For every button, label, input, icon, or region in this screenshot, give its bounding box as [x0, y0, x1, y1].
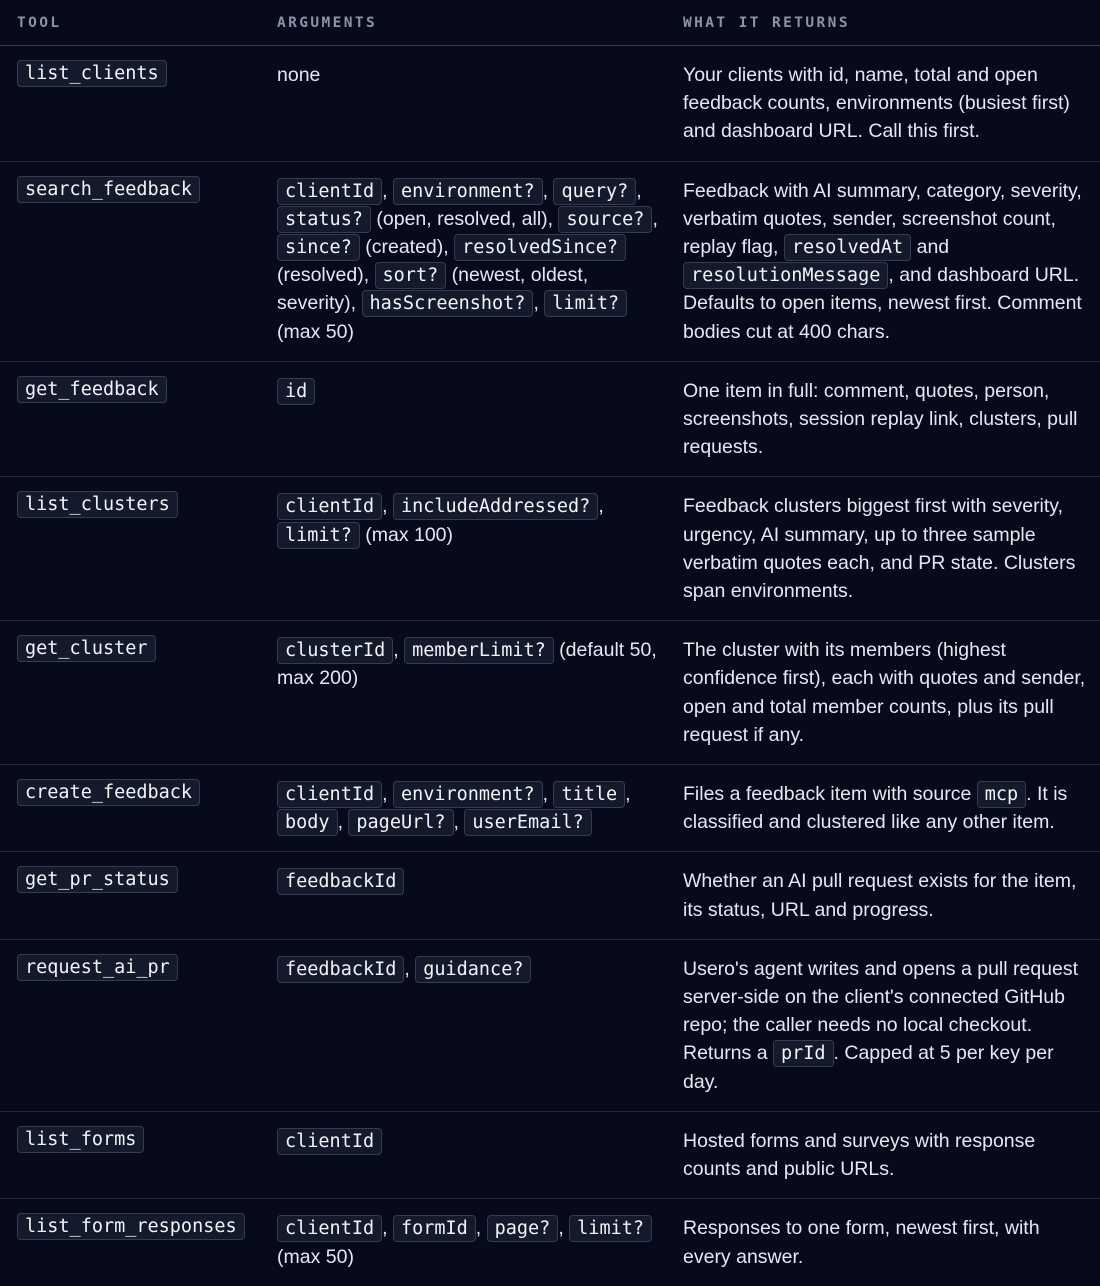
returns-text: . It is classified and clustered like any other item. [683, 783, 1068, 834]
returns-cell [666, 1111, 1100, 1198]
argument-code: clientId [277, 1215, 382, 1242]
argument-text: (newest, oldest, severity), [277, 264, 589, 315]
table-row [0, 621, 1100, 765]
tool-name: request_ai_pr [17, 954, 178, 981]
argument-text: , [382, 179, 393, 202]
arguments-cell [260, 1111, 666, 1198]
returns-code: resolvedAt [784, 234, 911, 261]
argument-text: , [636, 179, 642, 202]
argument-text: (resolved), [277, 264, 375, 287]
argument-code: clientId [277, 781, 382, 808]
argument-text: , [393, 639, 405, 662]
argument-code: query? [553, 178, 636, 205]
argument-code: environment? [393, 178, 543, 205]
tool-cell [0, 1111, 260, 1198]
argument-code: title [553, 781, 625, 808]
arguments-cell [260, 1199, 666, 1286]
returns-text: Usero's agent writes and opens a pull request server-side on the client's connected GitHub repo; the caller needs no local checkout. Returns a [683, 957, 1079, 1065]
tool-cell [0, 939, 260, 1111]
argument-text: (max 50) [277, 1245, 354, 1268]
table-row [0, 361, 1100, 477]
tool-cell [0, 46, 260, 162]
returns-text: One item in full: comment, quotes, person, screenshots, session replay link, clusters, pull requests. [683, 379, 1078, 459]
argument-text: , [382, 495, 393, 518]
returns-cell [666, 477, 1100, 621]
returns-code: mcp [977, 781, 1026, 808]
argument-code: sort? [375, 262, 447, 289]
header-arguments: ARGUMENTS [260, 0, 666, 46]
table-row [0, 477, 1100, 621]
header-tool: TOOL [0, 0, 260, 46]
arguments-cell [260, 765, 666, 852]
argument-text: , [542, 783, 554, 806]
arguments-cell [260, 46, 666, 162]
argument-code: clientId [277, 178, 382, 205]
argument-code: guidance? [415, 956, 531, 983]
argument-code: feedbackId [277, 868, 404, 895]
returns-cell [666, 621, 1100, 765]
tool-cell [0, 161, 260, 361]
argument-code: page? [487, 1215, 559, 1242]
tool-name: list_forms [17, 1126, 144, 1153]
argument-code: pageUrl? [348, 809, 453, 836]
argument-code: userEmail? [464, 809, 591, 836]
argument-text: (max 50) [277, 320, 354, 343]
returns-cell [666, 765, 1100, 852]
argument-text: (max 100) [359, 523, 454, 546]
argument-text: , [533, 292, 545, 315]
returns-cell [666, 1199, 1100, 1286]
returns-text: Feedback with AI summary, category, severity, verbatim quotes, sender, screenshot count, replay flag, [683, 179, 1082, 259]
argument-text: , [453, 811, 465, 834]
argument-code: includeAddressed? [393, 493, 598, 520]
argument-code: since? [277, 234, 360, 261]
header-returns: WHAT IT RETURNS [666, 0, 1100, 46]
argument-code: body [277, 809, 338, 836]
tool-cell [0, 1199, 260, 1286]
argument-text: , [382, 783, 393, 806]
tool-name: get_cluster [17, 635, 156, 662]
argument-code: memberLimit? [404, 637, 554, 664]
argument-text: , [382, 1217, 393, 1240]
tool-name: create_feedback [17, 779, 200, 806]
argument-code: source? [558, 206, 652, 233]
argument-text: , [404, 957, 416, 980]
table-row [0, 46, 1100, 162]
returns-text: The cluster with its members (highest confidence first), each with quotes and sender, open and total member counts, plus its pull request if any. [683, 639, 1086, 746]
argument-code: feedbackId [277, 956, 404, 983]
argument-text: , [652, 207, 658, 230]
returns-text: . Capped at 5 per key per day. [683, 1042, 1054, 1093]
table-row [0, 1111, 1100, 1198]
arguments-cell [260, 939, 666, 1111]
returns-code: prId [773, 1040, 834, 1067]
returns-text: Whether an AI pull request exists for the item, its status, URL and progress. [683, 870, 1077, 921]
argument-text: , [542, 179, 554, 202]
argument-code: clientId [277, 493, 382, 520]
tool-cell [0, 852, 260, 939]
returns-cell [666, 161, 1100, 361]
argument-text: , [558, 1217, 570, 1240]
argument-code: id [277, 378, 315, 405]
returns-text: , and dashboard URL. Defaults to open items, newest first. Comment bodies cut at 400 chars. [683, 264, 1082, 343]
arguments-cell [260, 361, 666, 477]
argument-code: clusterId [277, 637, 393, 664]
returns-cell [666, 46, 1100, 162]
argument-text: , [625, 783, 631, 806]
argument-code: resolvedSince? [454, 234, 626, 261]
argument-code: formId [393, 1215, 476, 1242]
argument-text: , [598, 495, 604, 518]
argument-code: hasScreenshot? [362, 290, 534, 317]
argument-code: limit? [569, 1215, 652, 1242]
argument-code: environment? [393, 781, 543, 808]
returns-cell [666, 852, 1100, 939]
tool-cell [0, 361, 260, 477]
returns-text: and [911, 236, 950, 259]
argument-code: limit? [277, 522, 360, 549]
argument-text: (created), [359, 236, 455, 259]
argument-code: status? [277, 206, 371, 233]
arguments-cell [260, 621, 666, 765]
tool-name: get_pr_status [17, 866, 178, 893]
argument-code: limit? [544, 290, 627, 317]
header-row [0, 0, 1100, 46]
tool-name: list_form_responses [17, 1213, 245, 1240]
table-body [0, 46, 1100, 1286]
argument-text: , [475, 1217, 487, 1240]
returns-code: resolutionMessage [683, 262, 888, 289]
argument-text: (open, resolved, all), [370, 207, 559, 230]
table-row [0, 939, 1100, 1111]
returns-text: Feedback clusters biggest first with severity, urgency, AI summary, up to three sample verbatim quotes each, and PR state. Clusters span environments. [683, 495, 1076, 603]
returns-text: Hosted forms and surveys with response counts and public URLs. [683, 1129, 1036, 1181]
table-row [0, 1199, 1100, 1286]
arguments-cell [260, 852, 666, 939]
returns-cell [666, 939, 1100, 1111]
table-row [0, 765, 1100, 852]
argument-code: clientId [277, 1128, 382, 1155]
tool-name: list_clusters [17, 491, 178, 518]
tool-name: list_clients [17, 60, 167, 87]
table-row [0, 852, 1100, 939]
table-row [0, 161, 1100, 361]
arguments-cell [260, 477, 666, 621]
arguments-cell [260, 161, 666, 361]
returns-text: Files a feedback item with source [683, 783, 977, 806]
tool-cell [0, 765, 260, 852]
returns-text: Your clients with id, name, total and open feedback counts, environments (busiest first) and dashboard URL. Call this first. [683, 64, 1070, 143]
tool-name: get_feedback [17, 376, 167, 403]
argument-text: none [277, 64, 321, 86]
tool-cell [0, 621, 260, 765]
returns-text: Responses to one form, newest first, with every answer. [683, 1217, 1040, 1268]
tool-cell [0, 477, 260, 621]
argument-text: , [337, 811, 349, 834]
tool-name: search_feedback [17, 176, 200, 203]
argument-text: (default 50, max 200) [277, 639, 657, 690]
returns-cell [666, 361, 1100, 477]
